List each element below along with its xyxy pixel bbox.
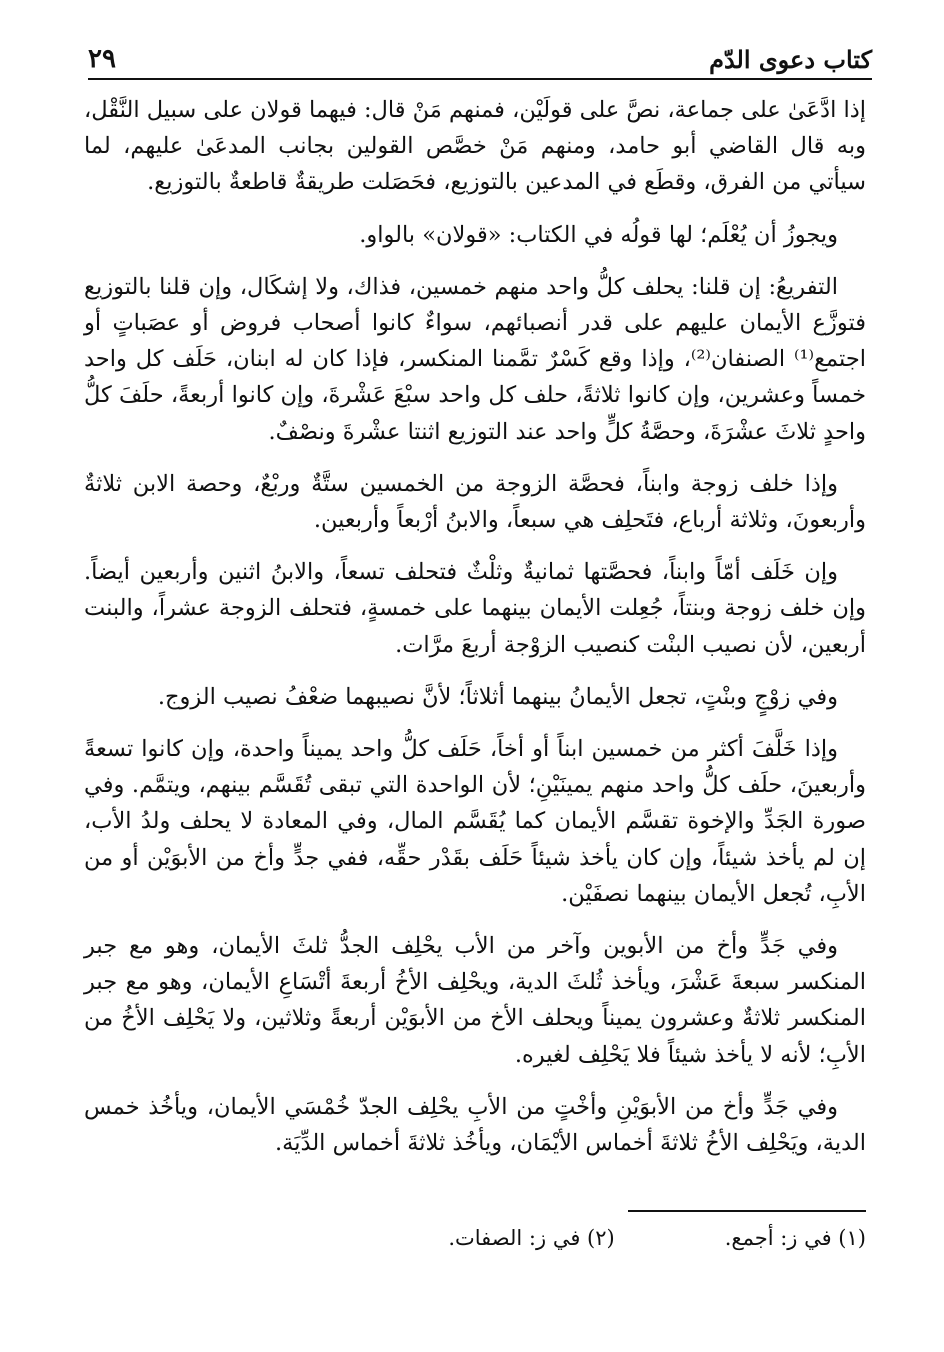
main-text bbox=[84, 92, 866, 1177]
footnote-2: (٢) في ز: الصفات. bbox=[448, 1226, 615, 1250]
footnote-1: (١) في ز: أجمع. bbox=[724, 1226, 866, 1250]
paragraph-5: وإن خَلَف أمّاً وابناً، فحصَّتها ثمانيةٌ وثلْثٌ فتحلف تسعاً، والابنُ اثنين وأربعين أيضاً. وإن خلف زوجة وبنتاً، جُعِلت الأيمان بينهما على خمسةٍ، فتحلف الزوجة عشراً، والبنت أربعين، لأن نصيب البنْت كنصيب الزوْجة أربعَ مرَّات. bbox=[84, 559, 866, 658]
running-header bbox=[88, 30, 872, 80]
page-number: ٢٩ bbox=[88, 44, 116, 74]
paragraph-2: ويجوزُ أن يُعْلَم؛ لها قولُه في الكتاب: «قولان» بالواو. bbox=[359, 221, 838, 248]
header-title: كتاب دعوى الدّم bbox=[709, 45, 872, 74]
paragraph-9: وفي جَدٍّ وأخ من الأبوَيْنِ وأخْتٍ من الأبِ يحْلِف الجدّ خُمْسَي الأيمان، ويأخُذ خمس الدية، ويَحْلِف الأخُ ثلاثةَ أخماس الأيْمَان، ويأخُذ ثلاثةَ أخماس الدِّيَة. bbox=[84, 1093, 866, 1157]
footnotes bbox=[300, 1226, 866, 1250]
paragraph-6: وفي زوْجٍ وبنْتٍ، تجعل الأيمانُ بينهما أثلاثاً؛ لأنَّ نصيبهما ضعْفُ نصيب الزوج. bbox=[157, 683, 838, 710]
paragraph-4: وإذا خلف زوجة وابناً، فحصَّة الزوجة من الخمسين ستَّةٌ وربْعٌ، وحصة الابن ثلاثةٌ وأربعونَ، وثلاثة أرباع، فتَحلِف هي سبعاً، والابنُ أرْبعاً وأربعين. bbox=[84, 470, 866, 534]
paragraph-3: التفريعُ: إن قلنا: يحلف كلُّ واحد منهم خمسين، فذاك، ولا إشكَال، وإن قلنا بالتوزيع فتوزَّع الأيمان عليهم على قدر أنصبائهم، سواءٌ كانوا أصحاب فروض أو عصَباتٍ أو اجتمع⁽¹⁾ الصنفان⁽²⁾، وإذا وقع كَسْرٌ تمَّمنا المنكسر، فإذا كان له ابنان، حَلَف كل واحد خمساً وعشرين، وإن كانوا ثلاثةً، حلف كل واحد سبْعَ عَشْرةَ، وإن كانوا أربعةً، حلَفَ كلُّ واحدٍ ثلاثَ عشْرَةَ، وحصَّةُ كلٍّ واحد عند التوزيع اثنتا عشْرةَ ونصْفٌ. bbox=[84, 273, 867, 445]
paragraph-8: وفي جَدٍّ وأخ من الأبوين وآخر من الأب يحْلِف الجدُّ ثلثَ الأيمان، وهو مع جبر المنكسر سبعةَ عَشْرَ، ويأخذ ثُلثَ الدية، ويحْلِف الأخُ أربعةَ أتْسَاعِ الأيمان، وهو مع جبر المنكسر ثلاثةٌ وعشرون يميناً ويحلف الأخ من الأبوَيْن أربعةً وثلاثين، ولا يَحْلِف الأخُ من الأبِ؛ لأنه لا يأخذ شيئاً فلا يَحْلِف لغيره. bbox=[84, 933, 866, 1068]
footnote-divider bbox=[628, 1210, 866, 1212]
paragraph-1: إذا ادَّعَىٰ على جماعة، نصَّ على قولَيْن، فمنهم مَنْ قال: فيهما قولان على سبيل النَّقْل، وبه قال القاضي أبو حامد، ومنهم مَنْ خصَّص القولين بجانب المدعَىٰ عليهم، لما سيأتي من الفرق، وقطَع في المدعين بالتوزيع، فحَصَلت طريقةٌ قاطعةٌ بالتوزيع. bbox=[84, 97, 866, 196]
paragraph-7: وإذا خَلَّفَ أكثر من خمسين ابناً أو أخاً، حَلَف كلُّ واحد يميناً واحدة، وإن كانوا تسعةً وأربعينَ، حلَف كلُّ واحد منهم يمينَيْنِ؛ لأن الواحدة التي تبقى تُقَسَّم بينهم، ويتمَّم. وفي صورة الجَدِّ والإخوة تقسَّم الأيمان كما يُقَسَّم المال، وفي المعادة لا يحلف ولدُ الأب، إن لم يأخذ شيئاً، وإن كان يأخذ شيئاً حَلَف بقَدْر حقِّه، ففي جدٍّ وأخ من الأبوَيْن أو من الأبِ، تُجعل الأيمان بينهما نصفَيْن. bbox=[84, 736, 866, 907]
